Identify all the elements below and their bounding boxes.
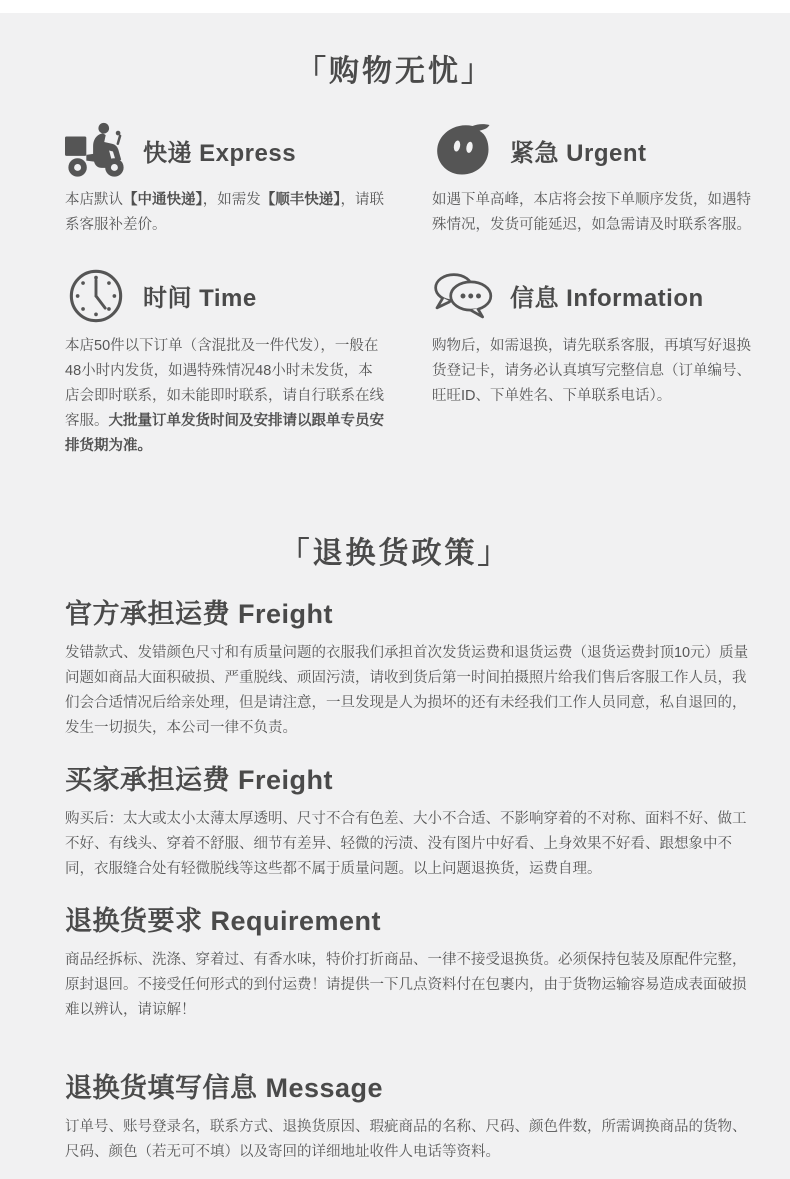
policy-message-title: 退换货填写信息 Message [65, 1073, 384, 1103]
policy-official-freight-title: 官方承担运费 Freight [65, 599, 333, 629]
page-title-return-policy: 「退换货政策」 [279, 537, 511, 570]
policy-message [65, 1071, 755, 1165]
service-cards-grid [0, 121, 790, 473]
card-time-text: 本店50件以下订单（含混批及一件代发），一般在48小时内发货，如遇特殊情况48小时未发货，本店会即时联系，如未能即时联系，请自行联系在线客服。大批量订单发货时间及安排请以跟单专员安排货期为准。 [65, 337, 384, 454]
card-time [65, 267, 385, 474]
policy-official-freight-text: 发错款式、发错颜色尺寸和有质量问题的衣服我们承担首次发货运费和退货运费（退货运费封顶10元）质量问题如商品大面积破损、严重脱线、顽固污渍，请收到货后第一时间拍摄照片给我们售后客服工作人员，我们会合适情况后给亲处理，但是请注意，一旦发现是人为损坏的还有未经我们工作人员同意，私自退回的，发生一切损失，本公司一律不负责。 [65, 645, 749, 736]
chat-bubbles-icon [432, 267, 494, 325]
policy-message-text: 订单号、账号登录名，联系方式、退换货原因、瑕疵商品的名称、尺码、颜色件数，所需调换商品的货物、尺码、颜色（若无可不填）以及寄回的详细地址收件人电话等资料。 [65, 1119, 747, 1160]
card-urgent-header [432, 121, 755, 179]
card-express-text: 本店默认【中通快递】，如需发【顺丰快递】，请联系客服补差价。 [65, 192, 384, 233]
top-white-strip [0, 0, 790, 13]
card-express-header [65, 121, 385, 179]
card-urgent-text: 如遇下单高峰，本店将会按下单顺序发货，如遇特殊情况，发货可能延迟，如急需请及时联系客服。 [432, 192, 751, 233]
policy-requirement [65, 904, 755, 1023]
card-information-header [432, 267, 755, 325]
card-information-text: 购物后，如需退换，请先联系客服，再填写好退换货登记卡，请务必认真填写完整信息（订单编号、旺旺ID、下单姓名、下单联系电话）。 [432, 337, 751, 404]
policy-official-freight [65, 597, 755, 741]
policy-sections [0, 597, 755, 1179]
urgent-blob-icon [432, 121, 494, 179]
card-urgent [432, 121, 755, 253]
card-time-header [65, 267, 385, 325]
card-urgent-title: 紧急 Urgent [510, 139, 647, 167]
card-information [432, 267, 755, 474]
policy-buyer-freight-title: 买家承担运费 Freight [65, 765, 333, 795]
card-express [65, 121, 385, 253]
page-title-shopping: 「购物无忧」 [296, 55, 494, 88]
card-time-title: 时间 Time [143, 285, 257, 312]
policy-buyer-freight-text: 购买后：太大或太小太薄太厚透明、尺寸不合有色差、大小不合适、不影响穿着的不对称、面料不好、做工不好、有线头、穿着不舒服、细节有差异、轻微的污渍、没有图片中好看、上身效果不好看、跟想象中不同，衣服缝合处有轻微脱线等这些都不属于质量问题。以上问题退换货，运费自理。 [65, 811, 747, 877]
policy-buyer-freight [65, 763, 755, 882]
clock-icon [65, 267, 127, 325]
delivery-scooter-icon [65, 121, 127, 179]
policy-requirement-text: 商品经拆标、洗涤、穿着过、有香水味，特价打折商品、一律不接受退换货。必须保持包装及原配件完整，原封退回。不接受任何形式的到付运费！请提供一下几点资料付在包裹内，由于货物运输容易造成表面破损难以辨认，请谅解！ [65, 952, 747, 1018]
card-information-title: 信息 Information [510, 285, 704, 312]
policy-requirement-title: 退换货要求 Requirement [65, 906, 382, 936]
card-express-title: 快递 Express [143, 139, 297, 167]
